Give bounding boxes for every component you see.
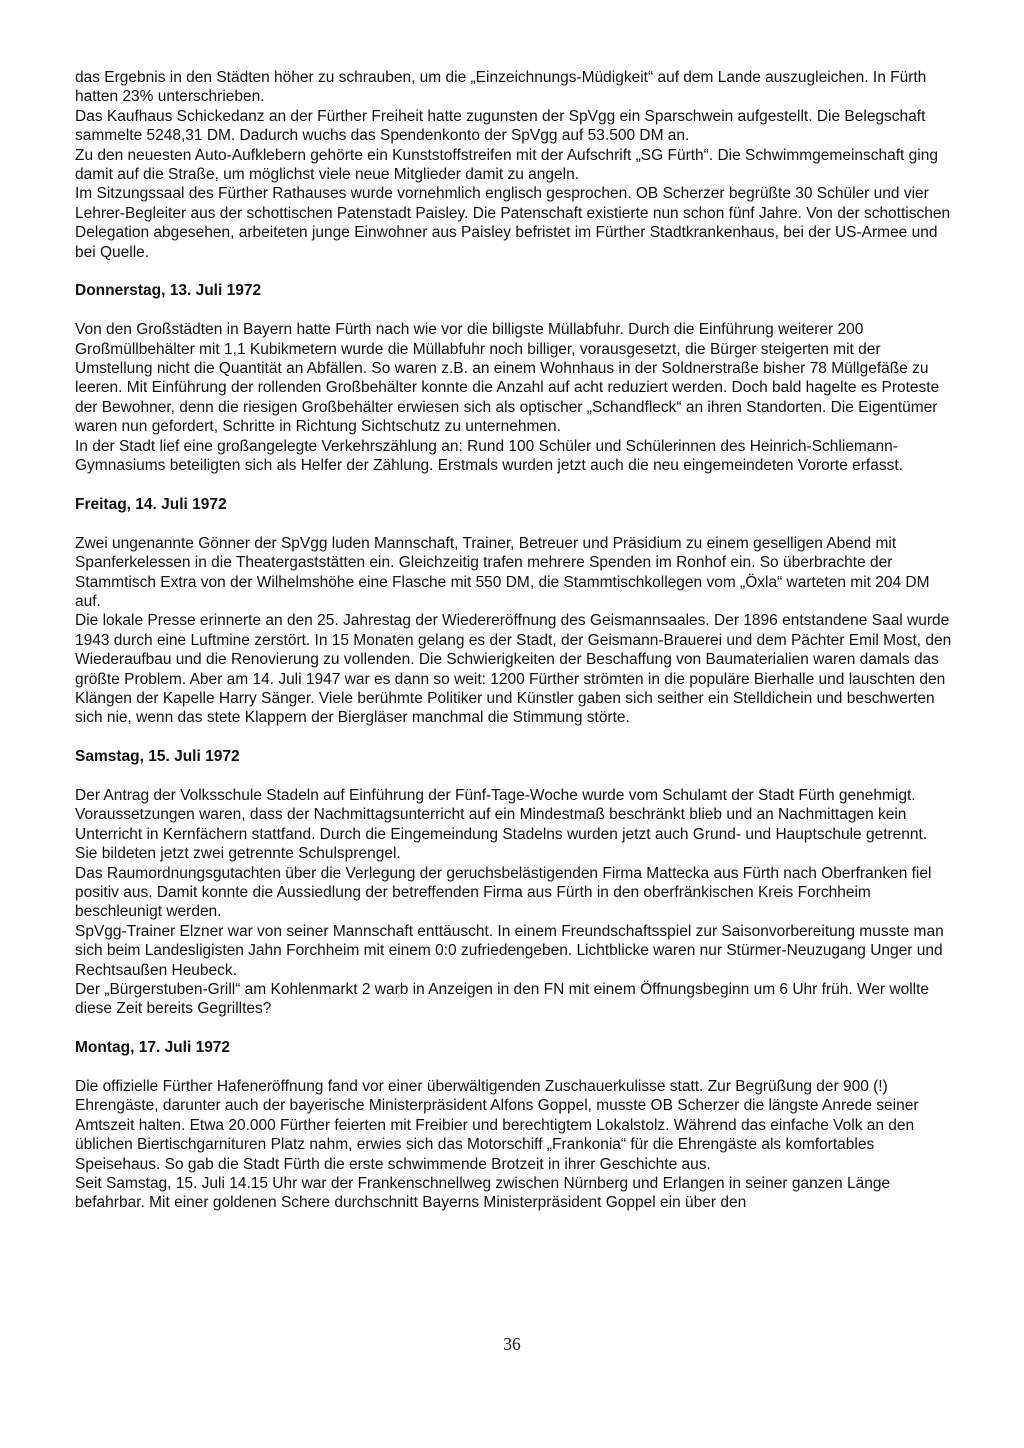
paragraph: Die lokale Presse erinnerte an den 25. Jahrestag der Wiedereröffnung des Geismannsaales. Der 1896 entstandene Saal wurde 1943 durch eine Luftmine zerstört. In 15 Monaten gelang es der Stadt, der Geismann-Brauerei und dem Pächter Emil Most, den Wiederaufbau und die Renovierung zu vollenden. Die Schwierigkeiten der Beschaffung von Baumaterialien waren damals das größte Problem. Aber am 14. Juli 1947 war es dann so weit: 1200 Fürther strömten in die populäre Bierhalle und lauschten den Klängen der Kapelle Harry Sänger. Viele berühmte Politiker und Künstler gaben sich seither ein Stelldichein und beschwerten sich nie, wenn das stete Klappern der Biergläser manchmal die Stimmung störte.	[75, 612, 952, 727]
document-content	[75, 68, 952, 1213]
paragraph: SpVgg-Trainer Elzner war von seiner Mannschaft enttäuscht. In einem Freundschaftsspiel zur Saisonvorbereitung musste man sich beim Landesligisten Jahn Forchheim mit einem 0:0 zufriedengeben. Lichtblicke waren nur Stürmer-Neuzugang Unger und Rechtsaußen Heubeck.	[75, 922, 944, 979]
date-heading: Samstag, 15. Juli 1972	[75, 748, 240, 766]
paragraph: Von den Großstädten in Bayern hatte Fürth nach wie vor die billigste Müllabfuhr. Durch die Einführung weiterer 200 Großmüllbehälter mit 1,1 Kubikmetern wurde die Müllabfuhr noch billiger, vorausgesetzt, die Bürger steigerten mit der Umstellung nicht die Quantität an Abfällen. So waren z.B. an einem Wohnhaus in der Soldnerstraße bisher 78 Müllgefäße zu leeren. Mit Einführung der rollenden Großbehälter konnte die Anzahl auf acht reduziert werden. Doch bald hagelte es Proteste der Bewohner, denn die riesigen Großbehälter erwiesen sich als optischer „Schandfleck“ an ihren Standorten. Die Eigentümer waren nun gefordert, Schritte in Richtung Sichtschutz zu unternehmen.	[75, 321, 940, 436]
date-heading: Montag, 17. Juli 1972	[75, 1039, 231, 1057]
date-heading: Freitag, 14. Juli 1972	[75, 495, 227, 513]
paragraph: das Ergebnis in den Städten höher zu schrauben, um die „Einzeichnungs-Müdigkeit“ auf dem Lande auszugleichen. In Fürth hatten 23% unterschrieben.	[75, 69, 927, 106]
paragraph: Zu den neuesten Auto-Aufklebern gehörte ein Kunststoffstreifen mit der Aufschrift „SG Fürth“. Die Schwimmgemeinschaft ging damit auf die Straße, um möglichst viele neue Mitglieder damit zu angeln.	[75, 146, 938, 184]
date-heading: Donnerstag, 13. Juli 1972	[75, 282, 262, 300]
paragraph: Seit Samstag, 15. Juli 14.15 Uhr war der Frankenschnellweg zwischen Nürnberg und Erlangen in seiner ganzen Länge befahrbar. Mit einer goldenen Schere durchschnitt Bayerns Ministerpräsident Goppel ein über den	[75, 1175, 891, 1212]
paragraph: Das Kaufhaus Schickedanz an der Fürther Freiheit hatte zugunsten der SpVgg ein Sparschwein aufgestellt. Die Belegschaft sammelte 5248,31 DM. Dadurch wuchs das Spendenkonto der SpVgg auf 53.500 DM an.	[75, 107, 926, 145]
page-number: 36	[503, 1334, 521, 1354]
paragraph: Der Antrag der Volksschule Stadeln auf Einführung der Fünf-Tage-Woche wurde vom Schulamt der Stadt Fürth genehmigt. Voraussetzungen waren, dass der Nachmittagsunterricht auf ein Mindestmaß beschränkt blieb und an Nachmittagen kein Unterricht in Kernfächern stattfand. Durch die Eingemeindung Stadelns wurden jetzt auch Grund- und Hauptschule getrennt. Sie bildeten jetzt zwei getrennte Schulsprengel.	[75, 786, 928, 863]
paragraph: Zwei ungenannte Gönner der SpVgg luden Mannschaft, Trainer, Betreuer und Präsidium zu einem geselligen Abend mit Spanferkelessen in die Theatergaststätten ein. Gleichzeitig trafen mehrere Spenden im Ronhof ein. So überbrachte der Stammtisch Extra von der Wilhelmshöhe eine Flasche mit 550 DM, die Stammtischkollegen vom „Öxla“ warteten mit 204 DM auf.	[75, 534, 930, 610]
paragraph: Die offizielle Fürther Hafeneröffnung fand vor einer überwältigenden Zuschauerkulisse statt. Zur Begrüßung der 900 (!) Ehrengäste, darunter auch der bayerische Ministerpräsident Alfons Goppel, musste OB Scherzer die längste Anrede seiner Amtszeit halten. Etwa 20.000 Fürther feierten mit Freibier und berechtigtem Lokalstolz. Während das einfache Volk an den üblichen Biertischgarnituren Platz nahm, erwies sich das Motorschiff „Frankonia“ für die Ehrengäste als komfortables Speisehaus. So gab die Stadt Fürth die erste schwimmende Brotzeit in ihrer Geschichte aus.	[75, 1078, 919, 1173]
paragraph: In der Stadt lief eine großangelegte Verkehrszählung an: Rund 100 Schüler und Schülerinnen des Heinrich-Schliemann-Gymnasiums beteiligten sich als Helfer der Zählung. Erstmals wurden jetzt auch die neu eingemeindeten Vororte erfasst.	[75, 437, 903, 475]
paragraph: Im Sitzungssaal des Fürther Rathauses wurde vornehmlich englisch gesprochen. OB Scherzer begrüßte 30 Schüler und vier Lehrer-Begleiter aus der schottischen Patenstadt Paisley. Die Patenschaft existierte nun schon fünf Jahre. Von der schottischen Delegation abgesehen, arbeiteten junge Einwohner aus Paisley befristet im Fürther Stadtkrankenhaus, bei der US-Armee und bei Quelle.	[75, 185, 951, 261]
paragraph: Der „Bürgerstuben-Grill“ am Kohlenmarkt 2 warb in Anzeigen in den FN mit einem Öffnungsbeginn um 6 Uhr früh. Wer wollte diese Zeit bereits Gegrilltes?	[75, 981, 930, 1018]
paragraph: Das Raumordnungsgutachten über die Verlegung der geruchsbelästigenden Firma Mattecka aus Fürth nach Oberfranken fiel positiv aus. Damit konnte die Aussiedlung der betreffenden Firma aus Fürth in den oberfränkischen Kreis Forchheim beschleunigt werden.	[75, 864, 932, 921]
